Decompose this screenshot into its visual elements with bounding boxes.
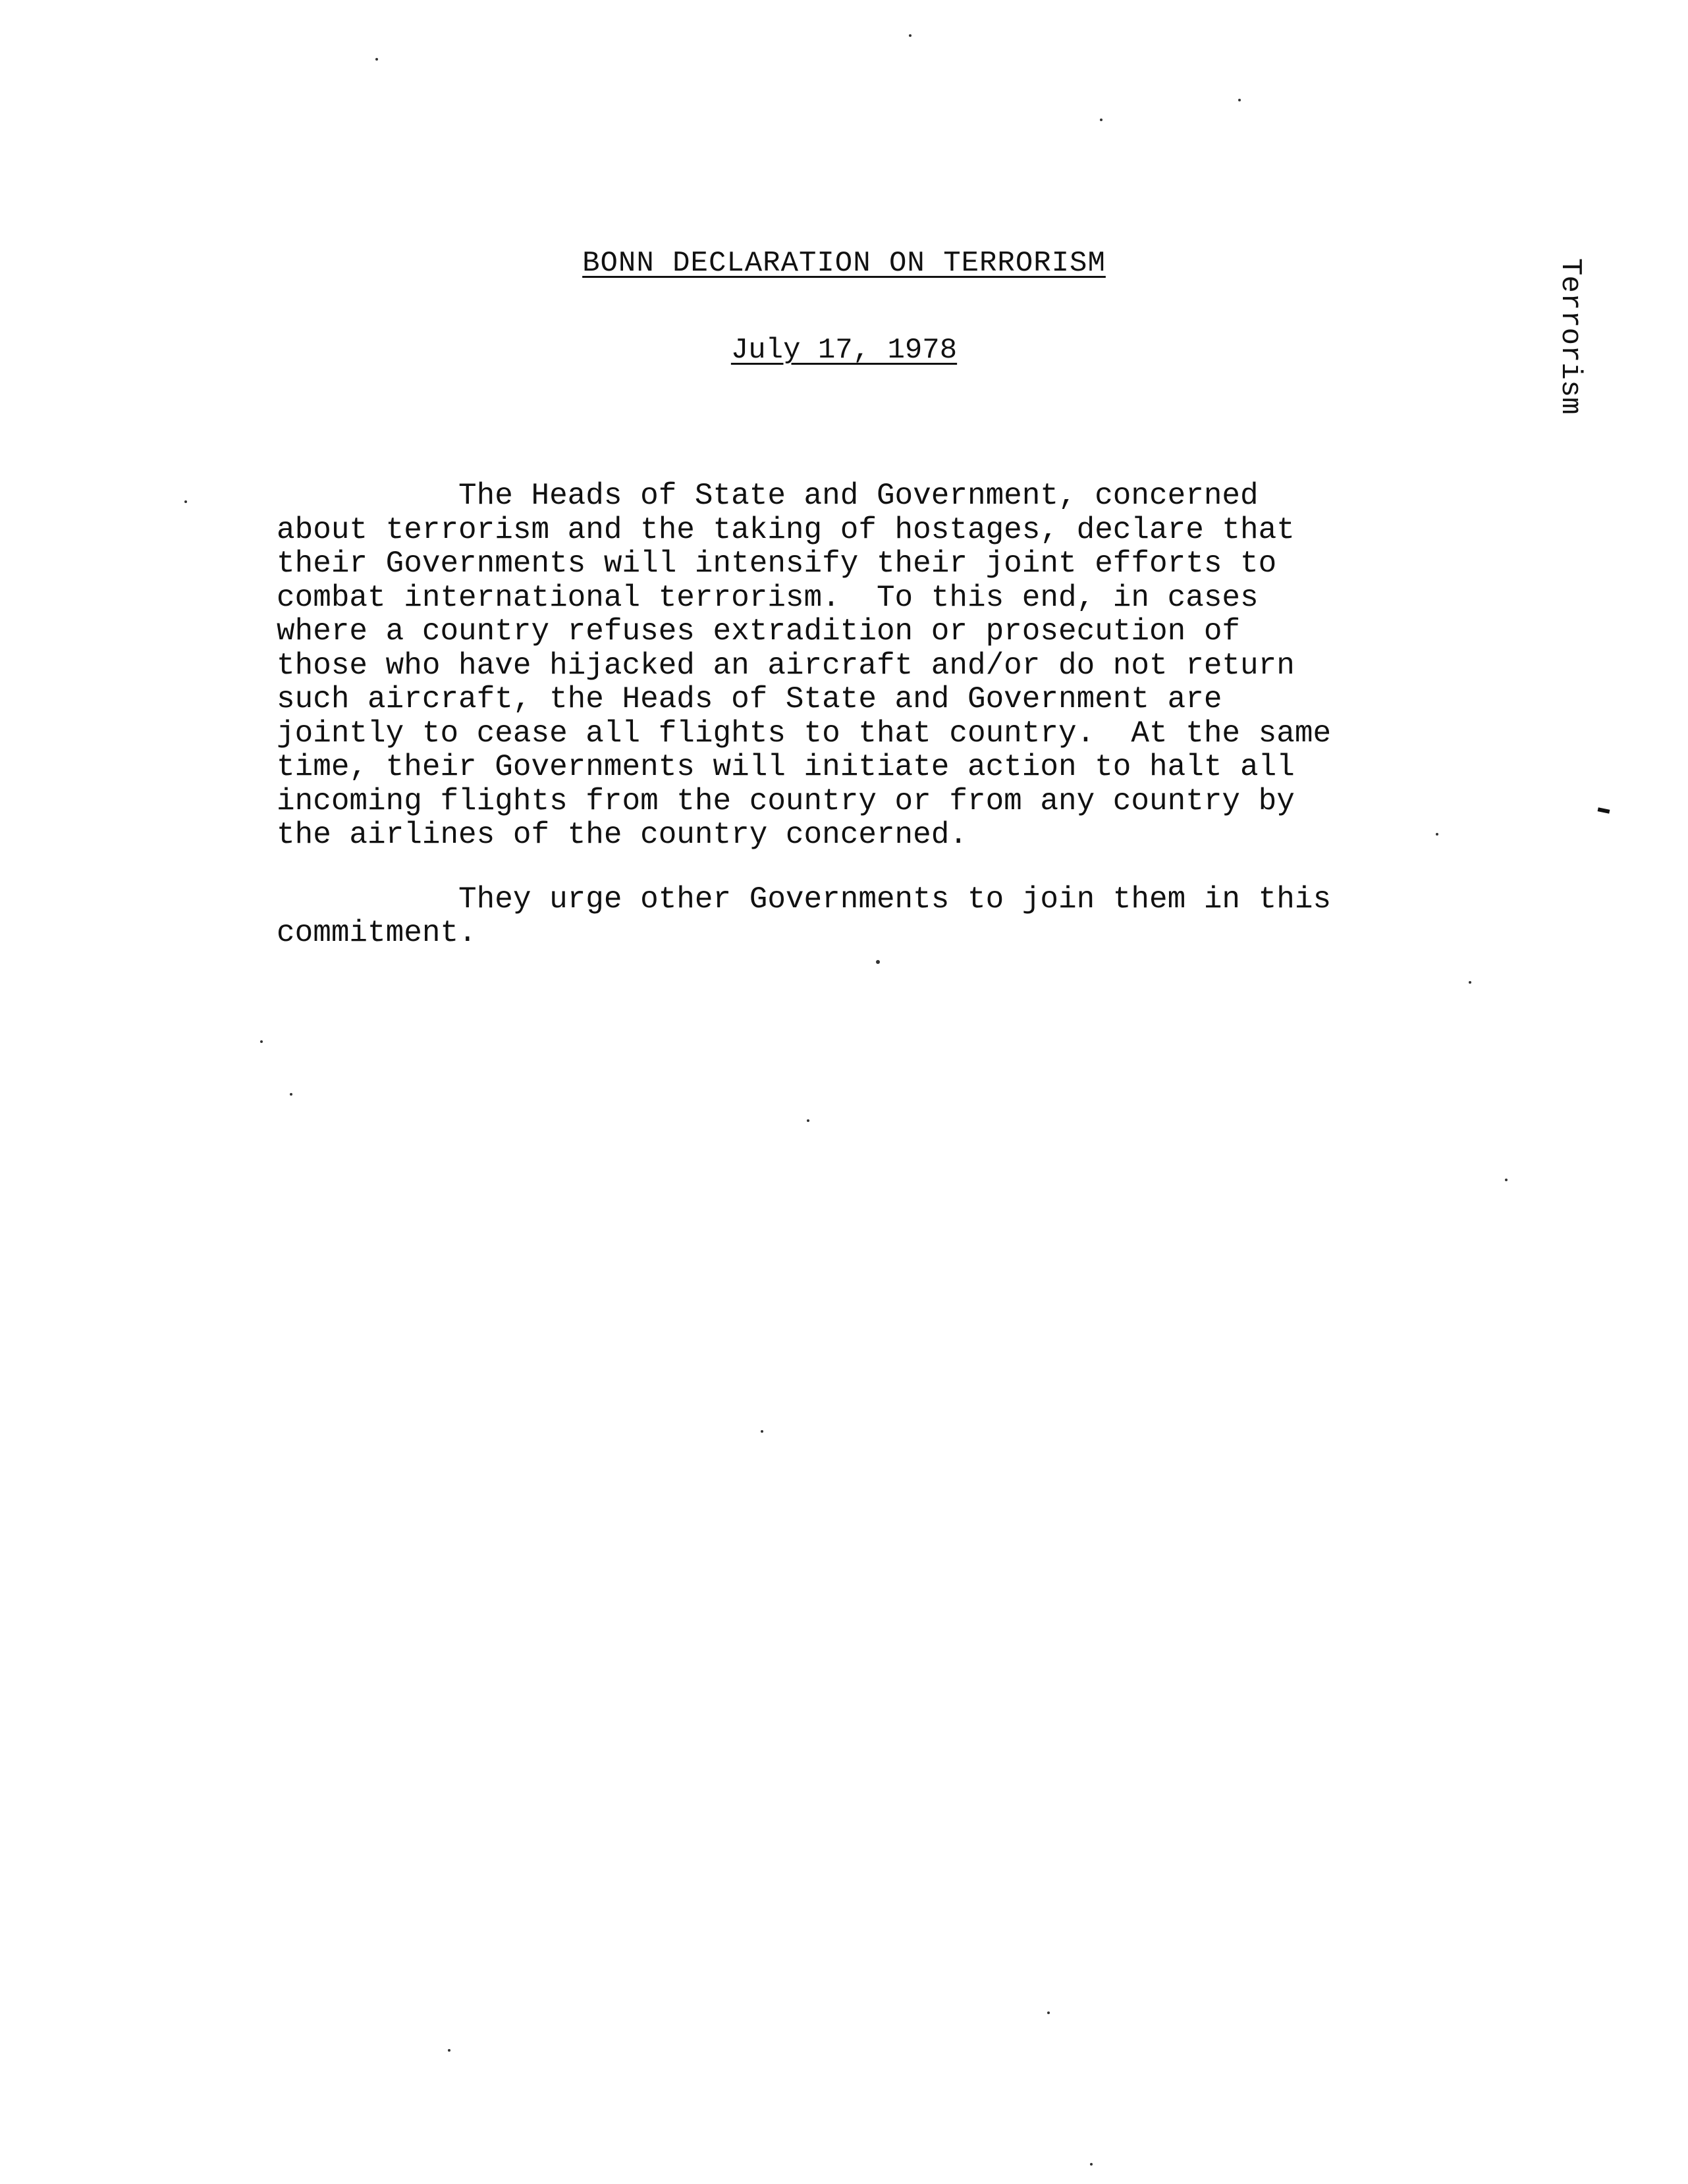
scan-speck bbox=[448, 2049, 450, 2052]
document-title bbox=[0, 245, 1688, 282]
document-date-text: July 17, 1978 bbox=[730, 334, 958, 367]
scan-speck bbox=[1090, 2163, 1093, 2166]
text-line: the airlines of the country concerned. bbox=[277, 818, 967, 852]
scan-speck bbox=[260, 1040, 263, 1043]
scan-speck bbox=[1047, 2011, 1050, 2014]
text-line: their Governments will intensify their joint efforts to bbox=[277, 546, 1277, 581]
text-line: commitment. bbox=[277, 916, 477, 950]
text-line: They urge other Governments to join them in this bbox=[277, 882, 1332, 917]
scan-speck bbox=[876, 960, 880, 964]
scan-speck bbox=[1100, 119, 1103, 121]
document-date bbox=[0, 332, 1688, 369]
document-title-text: BONN DECLARATION ON TERRORISM bbox=[582, 247, 1106, 280]
scan-speck bbox=[761, 1430, 763, 1433]
scan-speck bbox=[1505, 1179, 1508, 1181]
text-line: incoming flights from the country or from any country by bbox=[277, 784, 1295, 818]
scan-speck bbox=[1436, 833, 1438, 836]
paragraph-1 bbox=[277, 479, 1449, 853]
margin-mark bbox=[1598, 807, 1610, 814]
paragraph-2 bbox=[277, 883, 1449, 951]
scan-speck bbox=[1238, 99, 1241, 101]
text-line: those who have hijacked an aircraft and/or do not return bbox=[277, 648, 1295, 683]
text-line: where a country refuses extradition or prosecution of bbox=[277, 614, 1241, 649]
scan-speck bbox=[184, 500, 187, 503]
scan-speck bbox=[375, 58, 378, 61]
text-line: about terrorism and the taking of hostages, declare that bbox=[277, 512, 1295, 547]
text-line: time, their Governments will initiate action to halt all bbox=[277, 750, 1295, 784]
text-line: combat international terrorism. To this end, in cases bbox=[277, 580, 1259, 615]
side-tab-label: Terrorism bbox=[1554, 258, 1587, 415]
text-line: jointly to cease all flights to that country. At the same bbox=[277, 716, 1332, 751]
text-line: such aircraft, the Heads of State and Government are bbox=[277, 682, 1222, 716]
text-line: The Heads of State and Government, concerned bbox=[277, 479, 1259, 513]
declaration-body bbox=[277, 479, 1449, 951]
scan-speck bbox=[290, 1093, 292, 1096]
scan-speck bbox=[807, 1119, 809, 1122]
scan-speck bbox=[1469, 981, 1471, 984]
scan-speck bbox=[909, 34, 912, 37]
